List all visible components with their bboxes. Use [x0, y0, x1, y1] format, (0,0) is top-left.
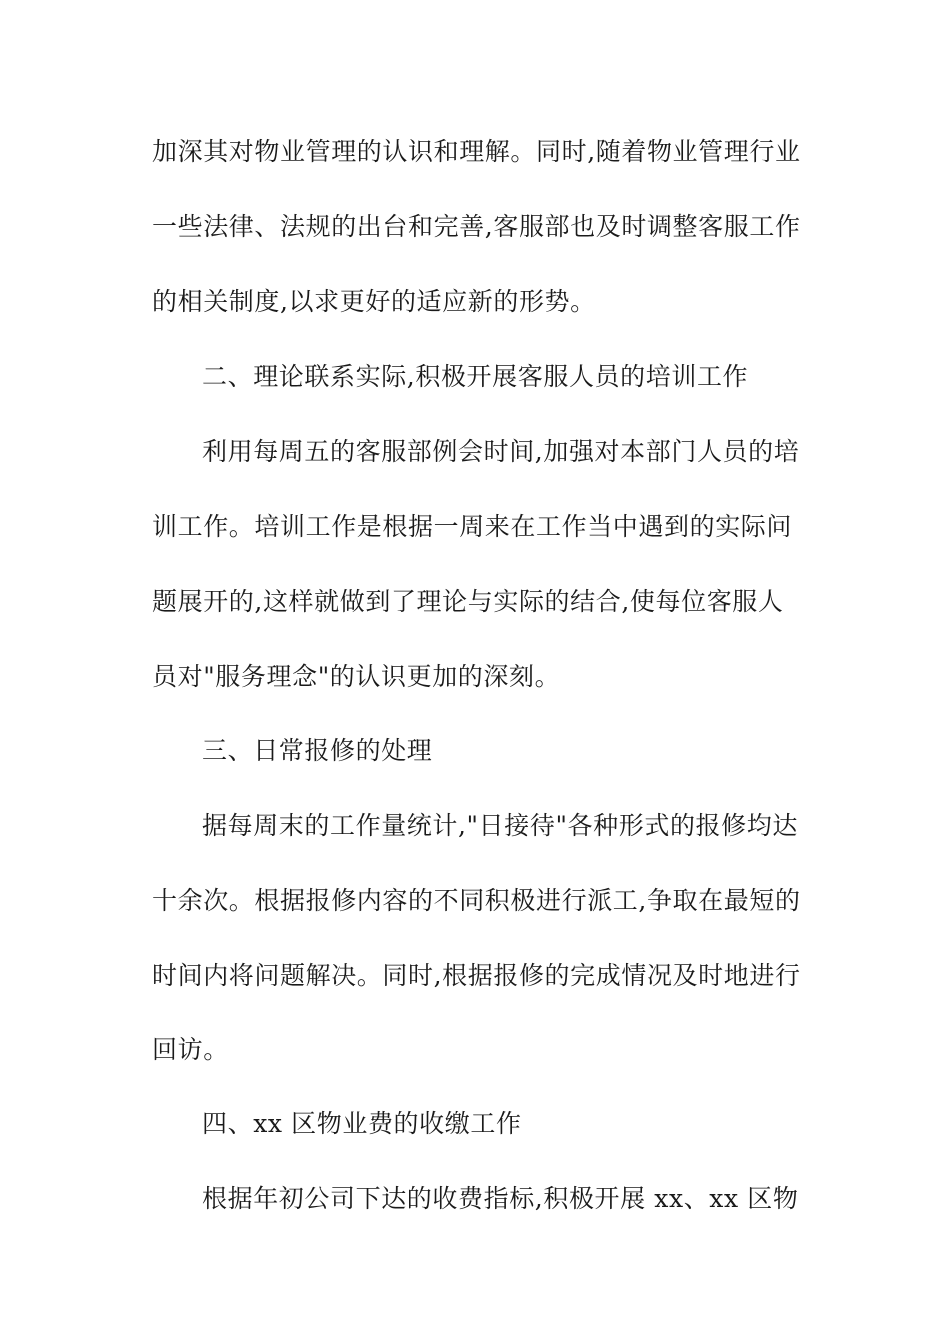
section-heading: 三、日常报修的处理: [202, 736, 433, 765]
paragraph-line: 根据年初公司下达的收费指标,积极开展 xx、xx 区物: [202, 1184, 799, 1213]
paragraph-line: 利用每周五的客服部例会时间,加强对本部门人员的培: [202, 437, 800, 466]
paragraph-line: 训工作。培训工作是根据一周来在工作当中遇到的实际问: [152, 512, 793, 541]
paragraph-line: 一些法律、法规的出台和完善,客服部也及时调整客服工作: [152, 212, 801, 241]
paragraph-line: 的相关制度,以求更好的适应新的形势。: [152, 287, 596, 316]
paragraph-line: 据每周末的工作量统计,"日接待"各种形式的报修均达: [202, 811, 798, 840]
section-heading: 四、xx 区物业费的收缴工作: [202, 1109, 522, 1138]
paragraph-line: 时间内将问题解决。同时,根据报修的完成情况及时地进行: [152, 961, 801, 990]
paragraph-line: 十余次。根据报修内容的不同积极进行派工,争取在最短的: [152, 886, 801, 915]
section-heading: 二、理论联系实际,积极开展客服人员的培训工作: [202, 362, 749, 391]
paragraph-line: 回访。: [152, 1035, 229, 1064]
paragraph-line: 加深其对物业管理的认识和理解。同时,随着物业管理行业: [152, 137, 801, 166]
paragraph-line: 题展开的,这样就做到了理论与实际的结合,使每位客服人: [152, 587, 784, 616]
paragraph-line: 员对"服务理念"的认识更加的深刻。: [152, 662, 561, 691]
